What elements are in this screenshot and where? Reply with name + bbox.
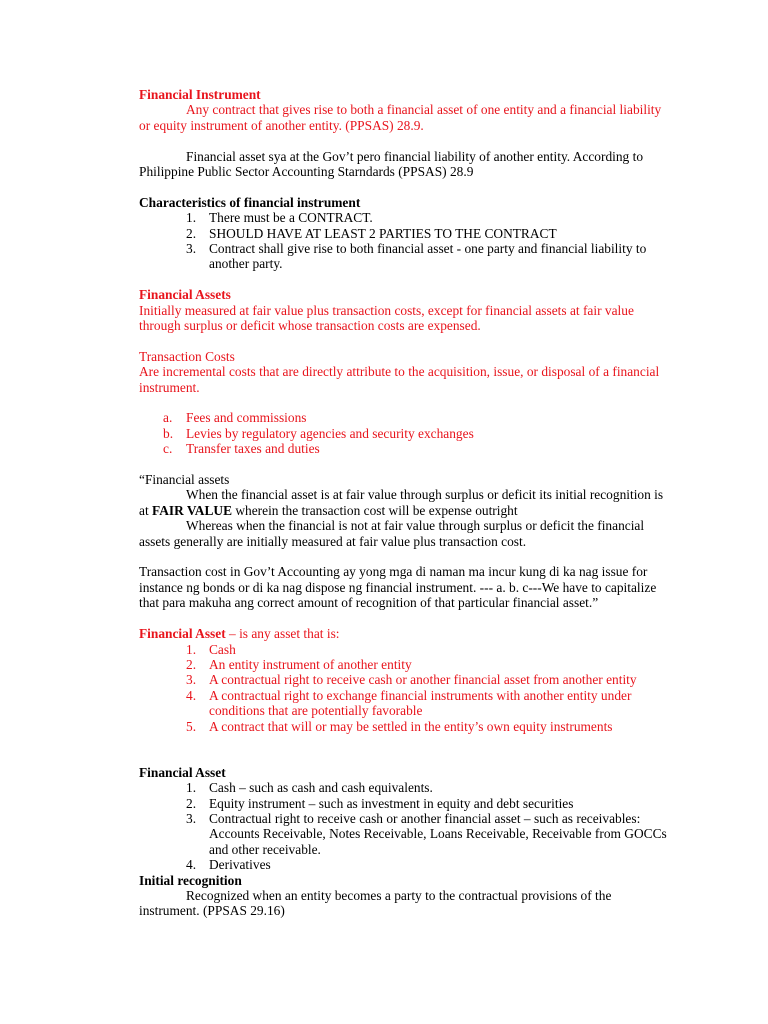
spacer	[139, 611, 674, 626]
heading-financial-instrument: Financial Instrument	[139, 87, 261, 102]
list-item	[139, 642, 674, 657]
quote-p1-before: When the financial asset is at fair value through surplus or deficit its initial recognition is at	[139, 487, 664, 518]
list-item	[139, 226, 674, 241]
list-item-text: Cash – such as cash and cash equivalents.	[209, 780, 433, 796]
financial-asset-term-rest: – is any asset that is:	[225, 626, 340, 642]
spacer	[139, 272, 674, 287]
list-item-text: A contractual right to exchange financial instruments with another entity under conditions that are potentially favorable	[209, 687, 632, 719]
list-item	[139, 688, 674, 719]
list-item	[139, 672, 674, 687]
list-item-text: A contract that will or may be settled in the entity’s own equity instruments	[209, 718, 613, 734]
quote-title: “Financial assets	[139, 472, 230, 488]
fair-value-emphasis: FAIR VALUE	[152, 502, 233, 518]
financial-asset-definition-list	[139, 642, 674, 734]
list-marker: c.	[163, 441, 173, 457]
quote-paragraph-1	[139, 487, 674, 518]
list-marker: 3.	[186, 241, 197, 257]
list-item-text: A contractual right to receive cash or another financial asset from another entity	[209, 672, 637, 688]
quote-paragraph-3: Transaction cost in Gov’t Accounting ay yong mga di naman ma incur kung di ka nag issue for instance ng bonds or di ka nag dispose ng financial instrument. --- a. b. c---We have to capitalize that para makuha ang correct amount of recognition of that particular financial asset.”	[139, 564, 657, 611]
list-item	[139, 796, 674, 811]
spacer	[139, 549, 674, 564]
list-item	[139, 241, 674, 272]
financial-assets-body: Initially measured at fair value plus transaction costs, except for financial assets at fair value through surplus or deficit whose transaction costs are expensed.	[139, 302, 634, 334]
list-marker: b.	[163, 425, 174, 441]
list-item	[139, 719, 674, 734]
list-marker: 4.	[186, 857, 197, 873]
list-marker: 3.	[186, 672, 197, 688]
list-marker: 2.	[186, 225, 197, 241]
list-item-text: Contract shall give rise to both financial asset - one party and financial liability to another party.	[209, 241, 647, 272]
financial-asset-term: Financial Asset	[139, 626, 226, 642]
quote-p1-after: wherein the transaction cost will be expense outright	[232, 502, 518, 518]
list-marker: 1.	[186, 780, 197, 796]
list-item	[139, 657, 674, 672]
spacer	[139, 749, 674, 764]
list-item-text: Contractual right to receive cash or another financial asset – such as receivables: Accounts Receivable, Notes Receivable, Loans Receivable, Receivable from GOCCs and other receivable.	[209, 810, 667, 857]
financial-instrument-definition: Any contract that gives rise to both a financial asset of one entity and a financial liability or equity instrument of another entity. (PPSAS) 28.9.	[139, 102, 662, 133]
list-marker: 2.	[186, 795, 197, 811]
list-item-text: Cash	[209, 641, 236, 657]
transaction-costs-list	[139, 410, 674, 456]
heading-financial-asset-definition	[139, 626, 674, 641]
list-item-text: Levies by regulatory agencies and security exchanges	[186, 425, 474, 441]
spacer	[139, 133, 674, 148]
spacer	[139, 457, 674, 472]
document-content	[139, 87, 674, 919]
financial-asset-examples-list	[139, 780, 674, 872]
list-marker: a.	[163, 410, 173, 426]
characteristics-list	[139, 210, 674, 272]
transaction-costs-body: Are incremental costs that are directly attribute to the acquisition, issue, or disposal of a financial instrument.	[139, 364, 660, 395]
list-marker: 4.	[186, 687, 197, 703]
list-item	[139, 811, 674, 857]
heading-characteristics: Characteristics of financial instrument	[139, 194, 361, 210]
heading-financial-assets: Financial Assets	[139, 287, 231, 303]
spacer	[139, 395, 674, 410]
list-marker: 3.	[186, 810, 197, 826]
list-item-text: SHOULD HAVE AT LEAST 2 PARTIES TO THE CONTRACT	[209, 225, 557, 241]
list-marker: 1.	[186, 210, 197, 226]
list-item-text: There must be a CONTRACT.	[209, 210, 373, 226]
list-item	[139, 410, 674, 425]
heading-transaction-costs: Transaction Costs	[139, 348, 235, 364]
list-item	[139, 426, 674, 441]
list-item	[139, 857, 674, 872]
list-item	[139, 780, 674, 795]
quote-paragraph-2: Whereas when the financial is not at fair value through surplus or deficit the financial assets generally are initially measured at fair value plus transaction cost.	[139, 518, 645, 549]
spacer	[139, 333, 674, 348]
list-marker: 5.	[186, 718, 197, 734]
list-item-text: Equity instrument – such as investment in equity and debt securities	[209, 795, 574, 811]
list-item-text: Derivatives	[209, 857, 271, 873]
list-item-text: An entity instrument of another entity	[209, 656, 412, 672]
list-item-text: Fees and commissions	[186, 410, 307, 426]
financial-instrument-note: Financial asset sya at the Gov’t pero financial liability of another entity. According to Philippine Public Sector Accounting Starndards (PPSAS) 28.9	[139, 148, 644, 180]
list-item	[139, 441, 674, 456]
list-marker: 2.	[186, 656, 197, 672]
heading-initial-recognition: Initial recognition	[139, 872, 242, 888]
spacer	[139, 179, 674, 194]
list-item-text: Transfer taxes and duties	[186, 441, 320, 457]
initial-recognition-body: Recognized when an entity becomes a party to the contractual provisions of the instrument. (PPSAS 29.16)	[139, 887, 612, 919]
spacer	[139, 734, 674, 749]
list-marker: 1.	[186, 641, 197, 657]
heading-financial-asset-examples: Financial Asset	[139, 764, 226, 780]
list-item	[139, 210, 674, 225]
